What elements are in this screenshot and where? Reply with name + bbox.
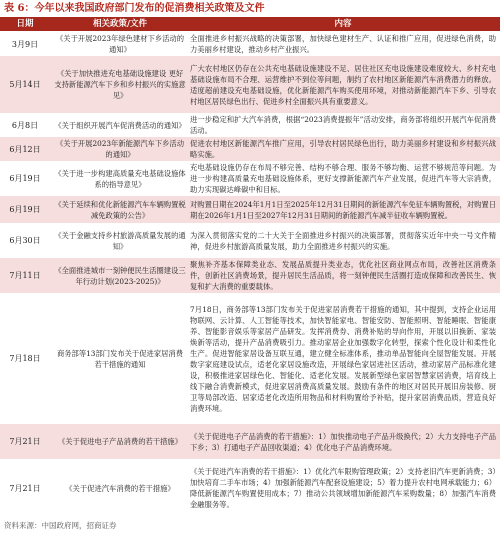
row-date: 6月19日 (9, 205, 41, 214)
row-content: 《关于促进电子产品消费的若干措施》：1）加快推动电子产品升级换代；2）大力支持电子产品下乡；3）打通电子产品回收渠道；4）优化电子产品消费环境。 (190, 431, 496, 452)
row-date: 7月18日 (9, 354, 41, 363)
row-policy: 《关于延续和优化新能源汽车车辆购置税减免政策的公告》 (54, 199, 186, 220)
row-policy: 《关于金融支持乡村旅游高质量发展的通知》 (54, 230, 186, 251)
row-policy: 《关于开展2023年新能源汽车下乡活动的通知》 (55, 139, 185, 159)
header-policy: 相关政策/文件 (92, 19, 148, 29)
table-row (0, 424, 500, 459)
row-date: 7月11日 (9, 271, 41, 280)
table-row (0, 196, 500, 223)
row-date: 7月21日 (9, 437, 41, 446)
row-content: 充电基础设施仍存在布局不够完善、结构不够合理、服务不够均衡、运营不够规范等问题。为进一步构建高质量充电基础设施体系，更好支撑新能源汽车产业发展，促进汽车等大宗消费，助力实现碳达峰碳中和目标。 (190, 163, 496, 194)
row-content: 全面推进乡村振兴战略的决策部署，加快绿色建材生产、认证和推广应用，促进绿色消费，助力美丽乡村建设，推动乡村产业振兴。 (190, 34, 496, 54)
row-date: 6月12日 (9, 144, 41, 154)
table-row (0, 113, 500, 137)
row-date: 3月9日 (11, 39, 39, 49)
row-content: 7月18日，商务部等13部门发布关于促进家居消费若干措施的通知，其中提到，支持企业运用物联网、云计算、人工智能等技术，加快智能家电、智能安防、智能照明、智能睡眠、智能康养、智能影音娱乐等家居产品研发。发挥消费券、消费补贴的导向作用，开展以旧换新、家装焕新等活动，提升产品消费吸引力。推动家居企业加强数字化转型，探索个性化设计和柔性化生产。促进智能家居设备互联互通，建立健全标准体系，推动单品智能向全屋智能发展。开展数字家庭建设试点，适老化家居设施改造，开展绿色家居进社区活动，推动家居产品标准化建设，积极推进家居绿色化、智能化、适老化发展。发展新型绿色家居智慧家居消费，培育线上线下融合消费新模式，促进家居消费高质量发展。鼓励有条件的地区对居民开展旧房装修、厨卫等局部改造、居家适老化改造所用物品和材料购置给予补贴，提升家居消费品质，营造良好消费环境。 (190, 304, 496, 413)
row-policy: 《关于促进电子产品消费的若干措施》 (57, 437, 183, 446)
row-policy: 商务部等13部门发布关于促进家居消费若干措施的通知 (56, 348, 184, 369)
row-policy: 《关于进一步构建高质量充电基础设施体系的指导意见》 (54, 168, 186, 189)
header-date: 日期 (16, 19, 34, 29)
row-date: 5月14日 (9, 80, 41, 89)
row-content: 聚焦补齐基本保障类业态、发展品质提升类业态，优化社区商业网点布局，改善社区消费条件，创新社区消费场景，提升居民生活品质，将一刻钟便民生活圈打造成保障和改善民生、恢复和扩大消费的重要载体。 (190, 260, 496, 291)
table-row (0, 459, 500, 517)
table-row (0, 258, 500, 293)
row-date: 7月21日 (9, 483, 41, 493)
row-policy: 《关于组织开展汽车促消费活动的通知》 (54, 120, 186, 130)
row-policy: 《关于开展2023年绿色建材下乡活动的通知》 (55, 34, 185, 54)
table-row (0, 56, 500, 113)
table-header (0, 17, 500, 31)
source-note: 资料来源：中国政府网，招商证券 (4, 521, 117, 530)
row-content: 进一步稳定和扩大汽车消费，根据“2023消费提振年”活动安排，商务部将组织开展汽车促消费活动。 (190, 115, 496, 135)
row-content: 为深入贯彻落实党的二十大关于全面推进乡村振兴的决策部署，贯彻落实近年中央一号文件精神，促进乡村旅游高质量发展，助力全面推进乡村振兴的实施。 (190, 230, 496, 251)
table-title: 表 6：今年以来我国政府部门发布的促消费相关政策及文件 (4, 3, 265, 14)
table-row (0, 32, 500, 56)
row-policy: 《全面推进城市一刻钟便民生活圈建设三年行动计划(2023-2025)》 (54, 265, 186, 286)
table-row (0, 137, 500, 161)
row-date: 6月19日 (9, 174, 41, 183)
header-content: 内容 (334, 19, 352, 29)
row-content: 对购置日期在2024年1月1日至2025年12月31日期间的新能源汽车免征车辆购置税，对购置日期在2026年1月1日至2027年12月31日期间的新能源汽车减半征收车辆购置税。 (190, 199, 496, 220)
row-policy: 《关于加快推进充电基础设施建设 更好支持新能源汽车下乡和乡村振兴的实施意见》 (54, 69, 186, 100)
table-row (0, 293, 500, 424)
row-content: 广大农村地区仍存在公共充电基础设施建设不足、居住社区充电设施建设难度较大、乡村充电基础设施布局不合理、运营维护不到位等问题，制约了农村地区新能源汽车消费潜力的释放。适度超前建设充电基础设施，优化新能源汽车购买使用环境，对推动新能源汽车下乡、引导农村地区居民绿色出行、促进乡村全面振兴具有重要意义。 (190, 63, 496, 106)
row-policy: 《关于促进汽车消费的若干措施》 (65, 483, 175, 493)
row-content: 《关于促进汽车消费的若干措施》：1）优化汽车限购管理政策；2）支持老旧汽车更新消费；3）加快培育二手车市场；4）加强新能源汽车配套设施建设；5）着力提升农村电网承载能力；6）降低新能源汽车购置使用成本；7）推动公共领域增加新能源汽车采购数量；8）加强汽车消费金融服务等。 (190, 467, 496, 509)
row-content: 促进农村地区新能源汽车推广应用，引导农村居民绿色出行，助力美丽乡村建设和乡村振兴战略实施。 (190, 139, 496, 159)
table-row (0, 223, 500, 258)
row-date: 6月30日 (9, 236, 41, 245)
table-row (0, 161, 500, 196)
row-date: 6月8日 (11, 120, 39, 130)
